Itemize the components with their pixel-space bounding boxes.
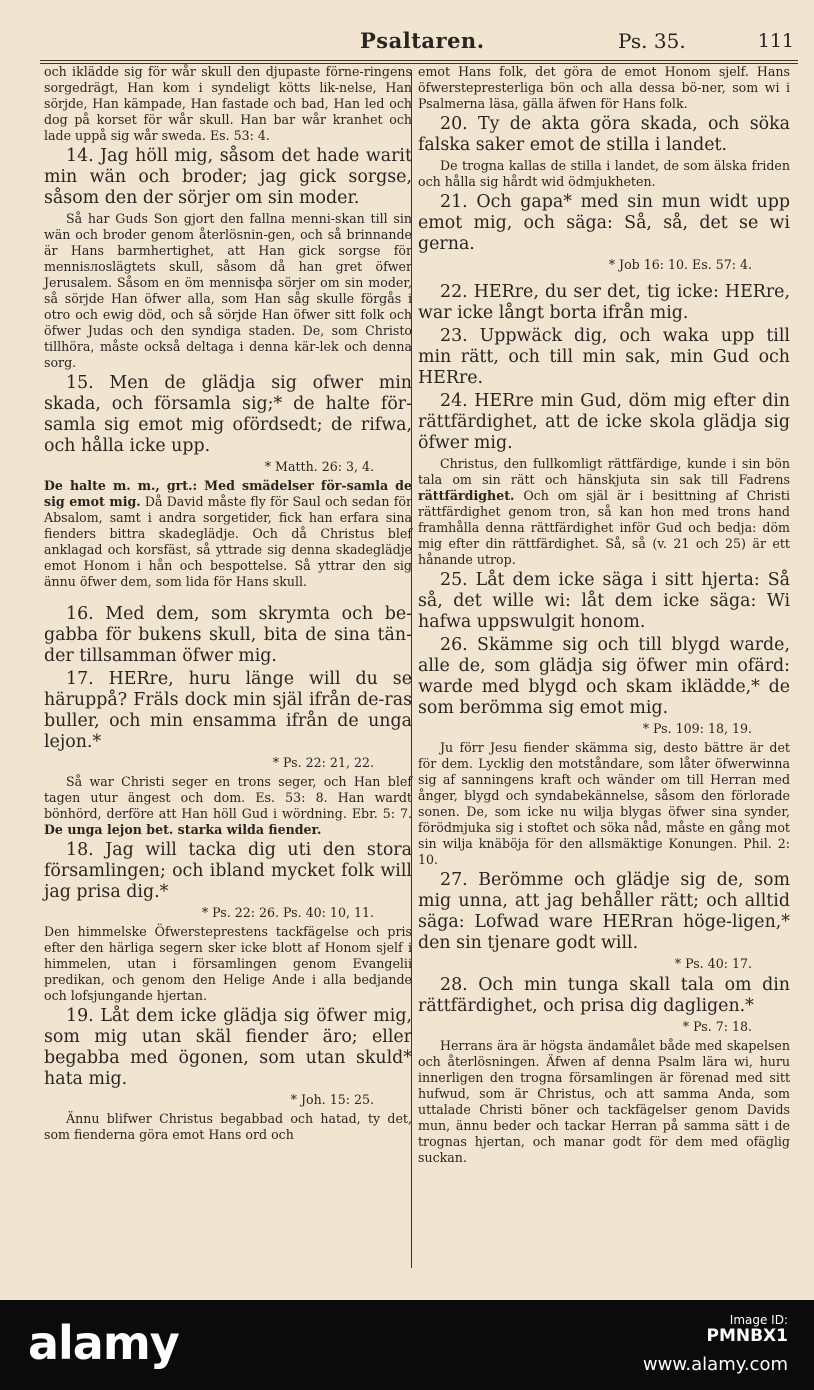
cross-reference-18: * Ps. 22: 26. Ps. 40: 10, 11. — [201, 905, 374, 920]
cross-reference-26: * Ps. 109: 18, 19. — [642, 721, 752, 736]
page-number: 111 — [757, 30, 794, 52]
chapter-reference: Ps. 35. — [618, 29, 686, 53]
book-title: Psaltaren. — [360, 28, 485, 53]
verse-28: 28. Och min tunga skall tala om din rättfärdighet, och prisa dig dagligen.* — [418, 975, 790, 1016]
image-id-block — [707, 1312, 789, 1344]
verse-23: 23. Uppwäck dig, och waka upp till min rätt, och till min sak, min Gud och HERre. — [418, 326, 790, 388]
commentary-24 — [418, 456, 790, 568]
commentary-15 — [44, 478, 412, 590]
cross-reference-19: * Joh. 15: 25. — [290, 1092, 374, 1107]
site-url: www.alamy.com — [642, 1354, 788, 1375]
commentary-24-b: Och om själ är i besittning af Christi rättfärdighet genom tron, så kan hon med trons hand framhålla denna rättfärdighet inför Gud och bedja: döm mig efter din rättfärdighet. Så, så (v. 21 och 25) är ett hånande utrop. — [418, 488, 790, 567]
image-id-label: Image ID: — [729, 1313, 788, 1327]
verse-19: 19. Låt dem icke glädja sig öfwer mig, som mig utan skäl fiender äro; eller begabba med ögonen, som utan skuld* hata mig. — [44, 1006, 412, 1089]
running-header — [40, 28, 800, 58]
commentary-28: Herrans ära är högsta ändamålet både med skapelsen och återlösningen. Äfwen af denna Psalm lära wi, huru innerligen den trogna församlingen är förenad med sitt hufwud, som är Christus, och att samma Anda, som uttalade Christi böner och tackfägelser genom Davids mun, ännu beder och tackar Herran på samma sätt i de trognas hjertan, och manar godt för dem med ofäglig suckan. — [418, 1038, 790, 1165]
verse-26: 26. Skämme sig och till blygd warde, alle de, som glädja sig öfwer min ofärd: warde med blygd och skam ikläddе,* de som berömma sig emot mig. — [418, 635, 790, 718]
verse-14: 14. Jag höll mig, såsom det hade warit min wän och broder; jag gick sorgse, såsom den der sörjer om sin moder. — [44, 146, 412, 208]
commentary-19: Ännu blifwer Christus begabbad och hatad, ty det, som fienderna göra emot Hans ord och — [44, 1111, 412, 1142]
verse-18: 18. Jag will tacka dig uti den stora församlingen; och ibland mycket folk will jag prisa dig.* — [44, 840, 412, 902]
commentary-24-a: Christus, den fullkomligt rättfärdige, kunde i sin bön tala om sin rätt och hänskjuta sin sak till Fadrens — [418, 456, 790, 487]
image-id-code: PMNBX1 — [706, 1326, 788, 1346]
commentary-15-body: Då David måste fly för Saul och sedan för Absalom, samt i andra sorgetider, fick han erfara sina fienders bittra skadeglädje. Och då Christus blef anklagad och korsfäst, så yttrade sig denna skadeglädje emot Honom i hån och bespottelse. Så yttrar den sig ännu öfwer dem, som lida för Hans skull. — [44, 494, 412, 589]
commentary-17-gloss: De unga lejon bet. starka wilda fiender. — [44, 822, 322, 837]
left-column — [44, 64, 412, 1145]
commentary-15-lead: De halte m. m., grt.: Med smädelser för-samla de sig emot mig. — [44, 478, 412, 509]
header-rule-top — [40, 60, 798, 61]
commentary-20: De trogna kallas de stilla i landet, de som älska friden och hålla sig hårdt wid ödmjukheten. — [418, 158, 790, 189]
cross-reference-28: * Ps. 7: 18. — [682, 1019, 752, 1034]
cross-reference-27: * Ps. 40: 17. — [674, 956, 752, 971]
cross-reference-17: * Ps. 22: 21, 22. — [272, 755, 374, 770]
commentary-26: Ju förr Jesu fiender skämma sig, desto bättre är det för dem. Lycklig den motståndare, som låter öfwerwinna sig af sanningens kraft och wänder om till Herran med ånger, blygd och syndabekännelse, såsom den förlorade sonen. De, som icke nu wilja blygas öfwer sina synder, förödmjuka sig i stoftet och söka nåd, måste en gång mot sin wilja knäböja för den allsmäktige Konungen. Phil. 2: 10. — [418, 740, 790, 867]
verse-24: 24. HERre min Gud, döm mig efter din rättfärdighet, att de icke skola glädja sig öfwer mig. — [418, 391, 790, 453]
verse-15: 15. Men de glädja sig ofwer min skada, och församla sig;* de halte för-samla sig emot mig ofördsedt; de rifwa, och hålla icke upp. — [44, 373, 412, 456]
verse-20: 20. Ty de akta göra skada, och söka falska saker emot de stilla i landet. — [418, 114, 790, 155]
verse-25: 25. Låt dem icke säga i sitt hjerta: Så så, det wille wi: låt dem icke säga: Wi hafwa uppswulgit honom. — [418, 570, 790, 632]
commentary-14: Så har Guds Son gjort den fallna menni-skan till sin wän och broder genom återlösnin-gen, och så brinnande är Hans barmhertighet, att Han gick sorgse för mennisлоslägtets skull, såsom då han gret öfwer Jerusalem. Såsom en öm mennisфа sörjer om sin moder, så sörjde Han öfwer alla, som Han såg skulle förgås i otro och ewig död, och så sörjde Han öfwer sitt folk och öfwer Judas och den syndiga staden. De, som Christo tillhöra, måste också deltaga i denna kär-lek och denna sorg. — [44, 211, 412, 370]
right-column — [418, 64, 790, 1168]
stock-watermark-banner — [0, 1300, 814, 1390]
commentary-24-emphasis: rättfärdighet. — [418, 488, 515, 503]
commentary-continued-right: emot Hans folk, det göra de emot Honom sjelf. Hans öfwersteprestеrliga bön och alla dessa bö-ner, som wi i Psalmerna läsa, gälla äfwen för Hans folk. — [418, 64, 790, 111]
commentary-continued: och ikläddе sig för wår skull den djupaste förne-ringens sorgedrägt, Han kom i syndeligt kötts lik-nelse, Han sörjde, Han kämpade, Han fastade och bad, Han led och dog på korset för wår skull. Han bar wår kranhet och lade uppå sig wår sweda. Es. 53: 4. — [44, 64, 412, 143]
verse-16: 16. Med dem, som skrymta och be-gabba för bukens skull, bita de sina tän-der tillsamman öfwer mig. — [44, 604, 412, 666]
verse-22: 22. HERre, du ser det, tig icke: HERre, war icke långt borta ifrån mig. — [418, 282, 790, 323]
alamy-logo: alamy — [28, 1316, 179, 1370]
cross-reference-15: * Matth. 26: 3, 4. — [264, 459, 374, 474]
cross-reference-21: * Job 16: 10. Es. 57: 4. — [608, 257, 752, 272]
commentary-17 — [44, 774, 412, 838]
commentary-18: Den himmelske Öfwersteprestens tackfägelse och pris efter den härliga segern sker icke blott af Honom sjelf i himmelen, utan i församlingen genom Evangelii predikan, och genom den Helige Ande i alla bedjande och lofsjungande hjertan. — [44, 924, 412, 1003]
verse-21: 21. Och gapa* med sin mun widt upp emot mig, och säga: Så, så, det se wi gerna. — [418, 192, 790, 254]
verse-27: 27. Berömme och glädje sig de, som mig unna, att jag behåller rätt; och alltid säga: Lofwad ware HERran höge-ligen,* den sin tjenare godt will. — [418, 870, 790, 953]
verse-17: 17. HERre, huru länge will du se häruppå? Fräls dock min själ ifrån de-ras buller, och min ensamma ifrån de unga lejon.* — [44, 669, 412, 752]
commentary-17-body: Så war Christi seger en trons seger, och Han blef tagen utur ängest och dom. Es. 53: 8. Han wardt bönhörd, derföre att Han höll Gud i wördning. Ebr. 5: 7. — [44, 774, 412, 821]
